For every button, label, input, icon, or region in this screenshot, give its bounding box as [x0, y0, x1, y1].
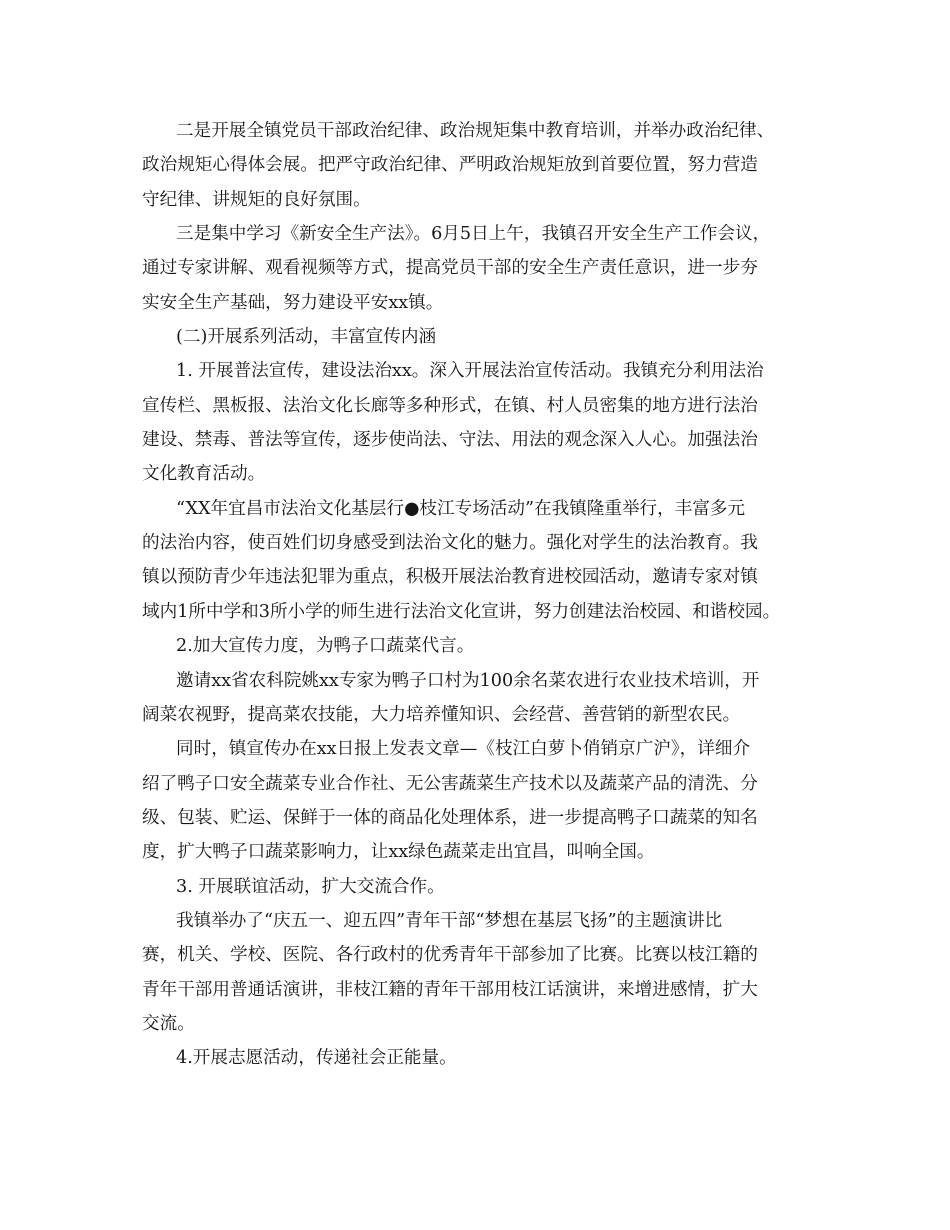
document-body [142, 114, 812, 1076]
text-line: (二)开展系列活动，丰富宣传内涵 [176, 327, 437, 348]
text-line: 通过专家讲解、观看视频等方式，提高党员干部的安全生产责任意识，进一步夯 [142, 258, 758, 279]
text-line: 同时，镇宣传办在xx日报上发表文章—《枝江白萝卜俏销京广沪》，详细介 [176, 739, 751, 760]
text-line: 二是开展全镇党员干部政治纪律、政治规矩集中教育培训，并举办政治纪律、 [176, 121, 775, 141]
text-line: 3. 开展联谊活动，扩大交流合作。 [176, 876, 445, 897]
text-line: 镇以预防青少年违法犯罪为重点，积极开展法治教育进校园活动，邀请专家对镇 [142, 567, 758, 588]
text-line: 级、包装、贮运、保鲜于一体的商品化处理体系，进一步提高鸭子口蔬菜的知名 [142, 807, 758, 828]
text-line: 建设、禁毒、普法等宣传，逐步使尚法、守法、用法的观念深入人心。加强法治 [142, 430, 758, 451]
text-line: “XX年宜昌市法治文化基层行●枝江专场活动”在我镇隆重举行，丰富多元 [176, 498, 746, 519]
text-line: 三是集中学习《新安全生产法》。6月5日上午，我镇召开安全生产工作会议， [176, 224, 771, 245]
text-line: 邀请xx省农科院姚xx专家为鸭子口村为100余名菜农进行农业技术培训，开 [176, 670, 760, 691]
text-line: 文化教育活动。 [142, 464, 266, 485]
text-line: 青年干部用普通话演讲，非枝江籍的青年干部用枝江话演讲，来增进感情，扩大 [142, 979, 758, 1000]
text-line: 我镇举办了“庆五一、迎五四”青年干部“梦想在基层飞扬”的主题演讲比 [176, 910, 723, 931]
text-line: 域内1所中学和3所小学的师生进行法治文化宣讲，努力创建法治校园、和谐校园。 [142, 601, 781, 622]
text-line: 4.开展志愿活动，传递社会正能量。 [176, 1048, 457, 1069]
text-line: 赛，机关、学校、医院、各行政村的优秀青年干部参加了比赛。比赛以枝江籍的 [142, 945, 758, 966]
text-line: 1. 开展普法宣传，建设法治xx。深入开展法治宣传活动。我镇充分利用法治 [176, 361, 764, 382]
text-line: 2.加大宣传力度，为鸭子口蔬菜代言。 [176, 636, 475, 657]
text-line: 度，扩大鸭子口蔬菜影响力，让xx绿色蔬菜走出宜昌，叫响全国。 [142, 842, 655, 863]
text-line: 交流。 [142, 1013, 195, 1034]
text-line: 政治规矩心得体会展。把严守政治纪律、严明政治规矩放到首要位置，努力营造 [142, 155, 758, 176]
text-line: 宣传栏、黑板报、法治文化长廊等多种形式，在镇、村人员密集的地方进行法治 [142, 395, 758, 416]
text-line: 阔菜农视野，提高菜农技能，大力培养懂知识、会经营、善营销的新型农民。 [142, 704, 741, 725]
text-line: 绍了鸭子口安全蔬菜专业合作社、无公害蔬菜生产技术以及蔬菜产品的清洗、分 [142, 773, 758, 794]
text-line: 的法治内容，使百姓们切身感受到法治文化的魅力。强化对学生的法治教育。我 [142, 533, 758, 554]
text-line: 实安全生产基础，努力建设平安xx镇。 [142, 292, 444, 313]
text-line: 守纪律、讲规矩的良好氛围。 [142, 189, 371, 210]
